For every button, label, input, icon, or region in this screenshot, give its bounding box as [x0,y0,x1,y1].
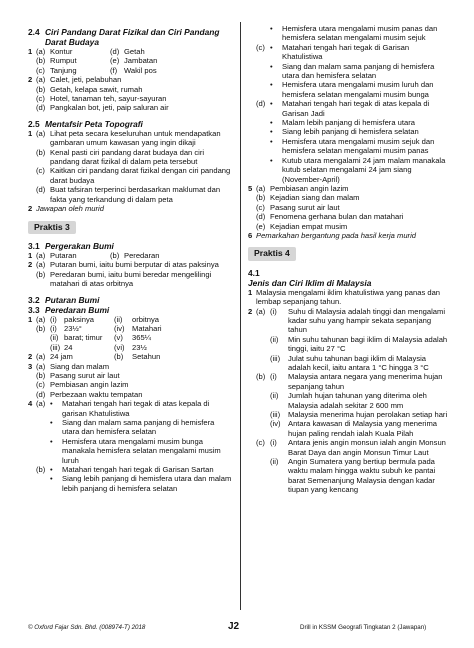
list-item: • Hemisfera utara mengalami musim luruh dan hemisfera selatan mengalami musim bunga [270,80,434,99]
footer-copyright: © Oxford Fajar Sdn. Bhd. (008974-T) 2018 [28,624,146,631]
list-item: (d) Fenomena gerhana bulan dan matahari [256,212,404,222]
list-item: (b) • Matahari tengah hari tegak di Garisan Sartan [36,465,214,475]
list-item: (c) Tanjung (f) Wakil pos [36,65,157,75]
list-item: • Siang lebih panjang di hemisfera utara dan malam lebih panjang di hemisfera selatan [50,474,232,493]
list-item: 1 (a) (i) paksinya (ii) orbitnya [28,314,160,324]
column-divider [240,22,241,610]
bullet-icon: • [50,465,53,475]
praktis-3-badge: Praktis 3 [28,221,76,234]
bullet-icon: • [270,42,273,52]
list-item: • Hemisfera utara mengalami musim bunga manakala hemisfera selatan mengalami musim luruh [50,436,221,465]
footer-book-title: Drill in KSSM Geografi Tingkatan 2 (Jawapan) [300,624,427,631]
list-item: • Siang dan malam sama panjang di hemisfera utara dan hemisfera selatan [50,418,215,437]
list-item: (b) Kenal pasti ciri pandang darat budaya dan ciri pandang darat fizikal di dalam peta tersebut [36,147,205,167]
list-item: • Malam lebih panjang di hemisfera utara [270,118,415,128]
bullet-icon: • [50,418,53,427]
list-item: 6 Pemarkahan bergantung pada hasil kerja murid [248,230,416,240]
list-item: 1 (a) Putaran (b) Peredaran [28,250,160,260]
list-item: 2 (a) (i) Suhu di Malaysia adalah tinggi dan mengalami kadar suhu yang hampir sekata sepanjang tahun [248,306,446,335]
list-item: • Hemisfera utara mengalami musim sejuk dan hemisfera selatan mengalami musim panas [270,136,435,156]
bullet-icon: • [270,155,273,165]
list-item: (b) Pasang surut air laut [36,370,120,380]
left-column [28,24,233,493]
page-number: J2 [228,621,240,632]
list-item: (d) • Matahari tengah hari tegak di atas kepala di Garisan Jadi [256,99,430,118]
section-2-5-heading: 2.5 Mentafsir Peta Topografi [28,118,143,129]
section-3-2-heading: 3.2 Putaran Bumi [28,294,100,305]
list-item: 3 (a) Siang dan malam [28,361,110,371]
list-item: (e) Kejadian empat musim [256,221,348,231]
list-item: 2 Jawapan oleh murid [28,204,104,214]
list-item: (iii) Malaysia menerima hujan perolakan setiap hari [270,410,448,420]
bullet-icon: • [270,80,273,90]
list-item: 4 (a) • Matahari tengah hari tegak di atas kepala di garisan Khatulistiwa [28,399,210,418]
list-item: 1 (a) Kontur (d) Getah [28,47,145,56]
list-item: 2 (a) 24 jam (b) Setahun [28,352,161,362]
list-item: (b) Rumput (e) Jambatan [36,56,158,66]
list-item: (d) Pangkalan bot, jeti, paip saluran air [36,103,169,113]
bullet-icon: • [270,118,273,128]
list-item: (ii) Angin Sumatera yang bertiup bermula pada waktu malam hingga waktu subuh ke pantai barat Semenanjung Malaysia dengan kadar tiupan yang kencang [270,457,436,495]
list-item: (ii) Jumlah hujan tahunan yang diterima oleh Malaysia adalah sekitar 2 600 mm [270,391,427,410]
list-item: • Hemisfera utara mengalami musim panas dan hemisfera selatan mengalami musim sejuk [270,24,438,43]
bullet-icon: • [50,399,53,409]
section-3-1-heading: 3.1 Pergerakan Bumi [28,240,114,251]
section-4-1-heading: 4.1Jenis dan Ciri Iklim di Malaysia [248,267,372,288]
list-item: (ii) barat; timur (v) 365¼ [50,333,152,343]
section-2-4-heading [28,27,233,47]
list-item: 5 (a) Pembiasan angin lazim [248,183,349,193]
section-title: Ciri Pandang Darat Fizikal dan Ciri Pandang Darat Budaya [45,27,220,47]
list-item: (c) Kaitkan ciri pandang darat fizikal dengan ciri pandang darat budaya [36,166,231,185]
praktis-4-badge: Praktis 4 [248,247,296,260]
section-3-3-heading: 3.3 Peredaran Bumi [28,304,110,315]
list-item: (iii) 24 (vi) 23½ [50,342,147,352]
right-column [248,24,448,495]
list-item: (b) (i) Malaysia antara negara yang menerima hujan sepanjang tahun [256,372,443,391]
bullet-icon: • [270,127,273,137]
list-item: 2 (a) Putaran bumi, iaitu bumi berputar di atas paksinya [28,260,219,270]
list-item: • Siang dan malam sama panjang di hemisfera utara dan hemisfera selatan [270,61,435,81]
bullet-icon: • [270,136,273,146]
list-item: (c) Pembiasan angin lazim [36,380,129,390]
section-number: 2.4 [28,27,40,37]
bullet-icon: • [50,436,53,446]
list-item: (iii) Julat suhu tahunan bagi iklim di Malaysia adalah kecil, iaitu antara 1 °C hingga 3 °C [270,353,429,372]
list-item: (d) Buat tafsiran terperinci berdasarkan maklumat dan fakta yang terkandung di dalam peta [36,185,221,204]
list-item: (c) • Matahari tengah hari tegak di Garisan Khatulistiwa [256,42,410,62]
list-item: 2 (a) Calet, jeti, pelabuhan [28,75,122,85]
list-item: (c) Pasang surut air laut [256,202,340,212]
list-item: (b) (i) 23½° (iv) Matahari [36,323,162,333]
bullet-icon: • [270,61,273,71]
bullet-icon: • [270,99,273,109]
list-item: (b) Kejadian siang dan malam [256,193,360,203]
list-item: 1 (a) Lihat peta secara keseluruhan untuk mendapatkan gambaran umum kawasan yang ingin dikaji [28,128,221,148]
bullet-icon: • [270,24,273,33]
list-item: 1 Malaysia mengalami iklim khatulistiwa yang panas dan lembap sepanjang tahun. [248,287,441,307]
list-item: (ii) Min suhu tahunan bagi iklim di Malaysia adalah tinggi, iaitu 27 °C [270,334,448,354]
list-item: • Kutub utara mengalami 24 jam malam manakala kutub selatan mengalami 24 jam siang (November-April) [270,155,446,184]
list-item: (c) Hotel, tanaman teh, sayur-sayuran [36,94,167,104]
list-item: (b) Getah, kelapa sawit, rumah [36,84,143,94]
list-item: (c) (i) Antara jenis angin monsun ialah angin Monsun Barat Daya dan angin Monsun Timur Laut [256,438,446,457]
list-item: (d) Perbezaan waktu tempatan [36,389,143,399]
list-item: (b) Peredaran bumi, iaitu bumi beredar mengelilingi matahari di atas orbitnya [36,269,212,289]
list-item: (iv) Antara kawasan di Malaysia yang menerima hujan paling rendah ialah Kuala Pilah [270,419,437,438]
list-item: • Siang lebih panjang di hemisfera selatan [270,127,419,137]
bullet-icon: • [50,474,53,484]
